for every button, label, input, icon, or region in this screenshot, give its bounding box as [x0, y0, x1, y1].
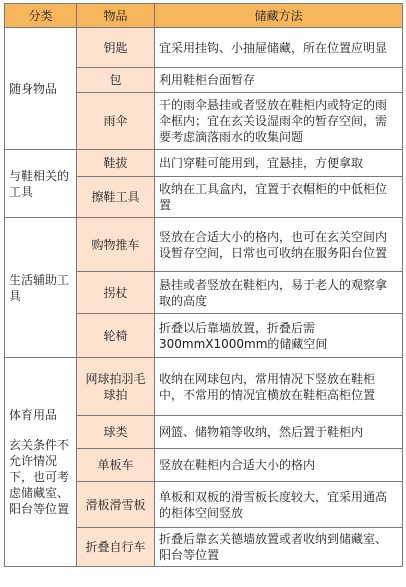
item-cell: 雨伞: [77, 93, 155, 150]
storage-methods-table: [4, 3, 403, 567]
method-cell: 收纳在网球包内，常用情况下竖放在鞋柜中，不常用的情况宜横放在鞋柜高柜位置: [155, 358, 403, 416]
item-cell: 擦鞋工具: [77, 177, 155, 218]
method-cell: 干的雨伞悬挂或者竖放在鞋柜内或特定的雨伞框内；宜在玄关设湿雨伞的暂存空间，需要考虑滴落雨水的收集问题: [155, 93, 403, 150]
item-cell: 包: [77, 68, 155, 93]
method-cell: 利用鞋柜台面暂存: [155, 68, 403, 93]
header-method: 储藏方法: [155, 4, 403, 28]
method-cell: 单板和双板的滑雪板长度较大，宜采用通高的柜体空间竖放: [155, 482, 403, 528]
category-cell: [5, 218, 77, 358]
method-cell: 竖放在合适大小的格内，也可在玄关空间内设暂存空间，日常也可收纳在服务阳台位置: [155, 218, 403, 272]
item-cell: 球类: [77, 416, 155, 449]
item-cell: 轮椅: [77, 314, 155, 358]
category-label: 体育用品: [9, 408, 58, 422]
table-row: [5, 28, 403, 68]
method-cell: 折叠以后靠墙放置，折叠后需300mmX1000mm的储藏空间: [155, 314, 403, 358]
category-cell: [5, 150, 77, 218]
table-header-row: [5, 4, 403, 28]
item-cell: 拐杖: [77, 272, 155, 314]
category-label: 与鞋相关的工具: [9, 168, 70, 199]
item-cell: 滑板滑雪板: [77, 482, 155, 528]
method-cell: 折叠后靠玄关德墙放置或者收纳到储藏室、阳台等位置: [155, 528, 403, 567]
method-cell: 悬挂或者竖放在鞋柜内，易于老人的观察拿取的高度: [155, 272, 403, 314]
item-cell: 钥匙: [77, 28, 155, 68]
header-category: 分类: [5, 4, 77, 28]
table-row: [5, 358, 403, 416]
method-cell: 竖放在鞋柜内合适大小的格内: [155, 449, 403, 482]
category-cell: [5, 28, 77, 150]
item-cell: 网球拍羽毛球拍: [77, 358, 155, 416]
method-cell: 网篮、储物箱等收纳，然后置于鞋柜内: [155, 416, 403, 449]
table-row: [5, 150, 403, 177]
item-cell: 单板车: [77, 449, 155, 482]
header-item: 物品: [77, 4, 155, 28]
method-cell: 收纳在工具盒内，宜置于衣帽柜的中低柜位置: [155, 177, 403, 218]
item-cell: 鞋拔: [77, 150, 155, 177]
item-cell: 购物推车: [77, 218, 155, 272]
method-cell: 宜采用挂钩、小抽屉储藏，所在位置应明显: [155, 28, 403, 68]
table-row: [5, 218, 403, 272]
item-cell: 折叠自行车: [77, 528, 155, 567]
method-cell: 出门穿鞋可能用到，宜悬挂，方便拿取: [155, 150, 403, 177]
category-label: 随身物品: [9, 81, 58, 96]
category-cell: [5, 358, 77, 567]
category-label: 生活辅助工具: [9, 272, 70, 303]
category-note: 玄关条件不允许情况下，也可考虑储藏室、阳台等位置: [9, 438, 70, 516]
